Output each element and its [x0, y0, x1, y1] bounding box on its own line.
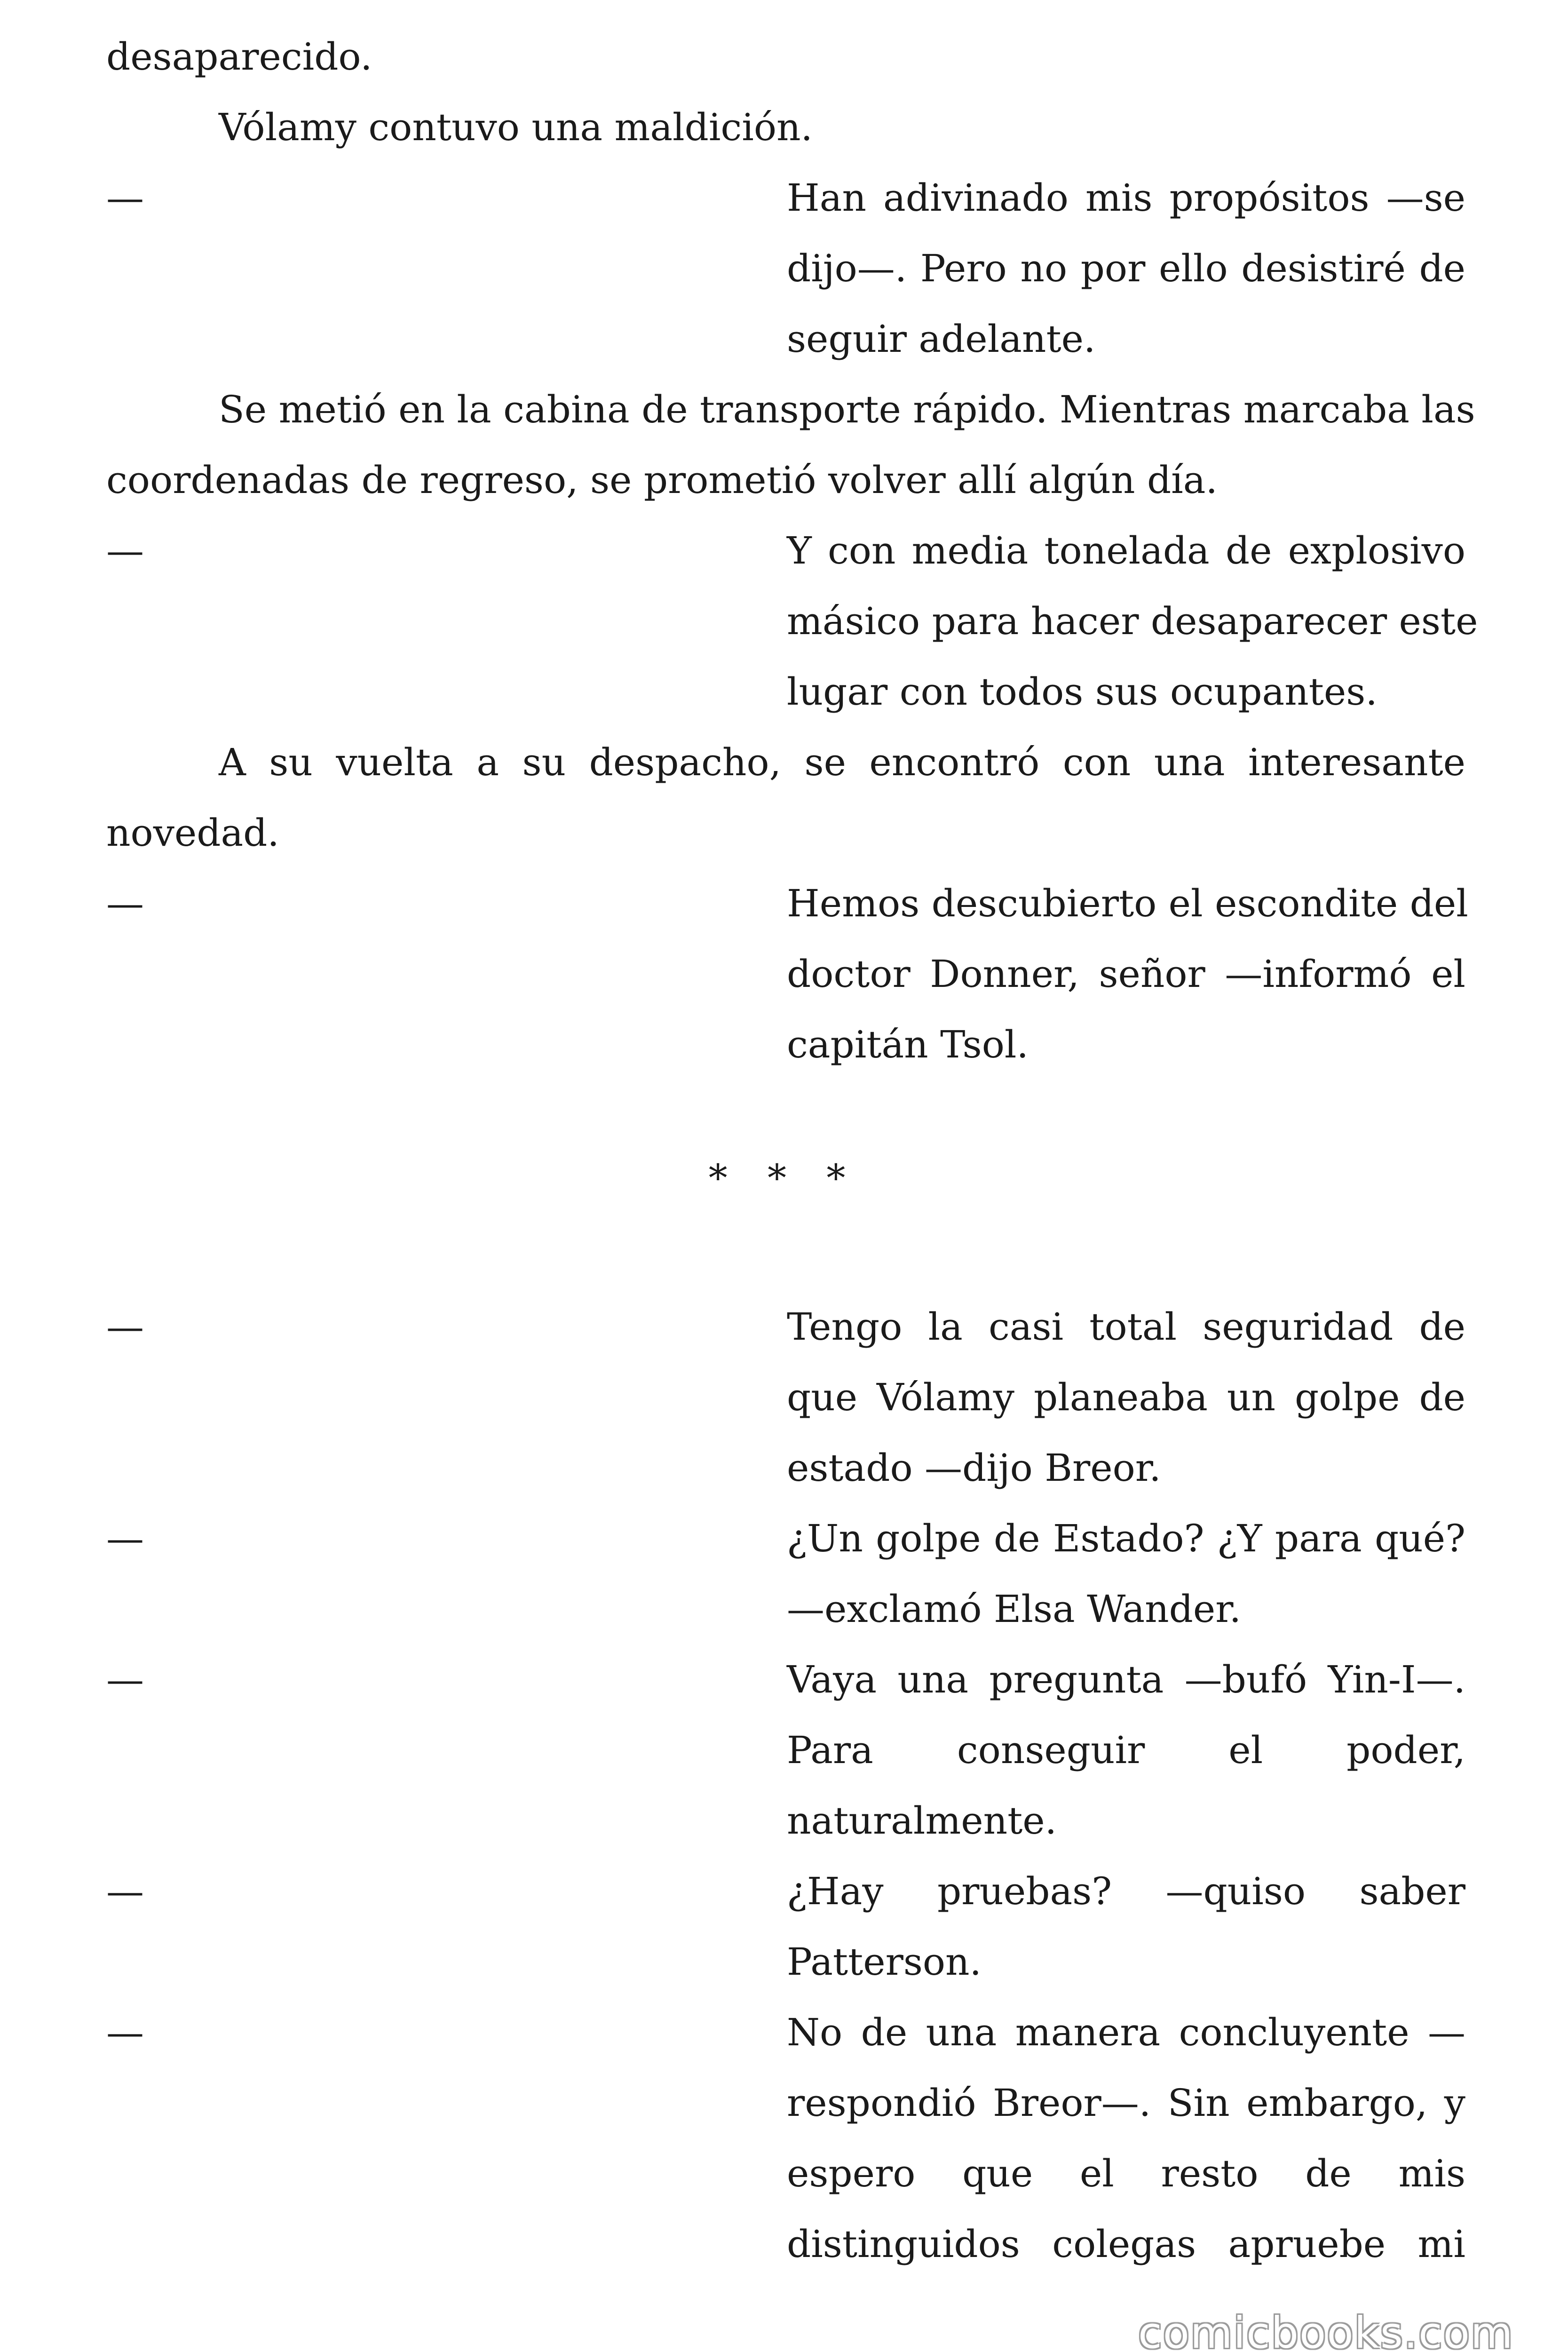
text-line: novedad.: [106, 811, 279, 855]
dialogue-line: Hemos descubierto el escondite del: [787, 882, 1468, 925]
dialogue-line: Han adivinado mis propósitos —se: [787, 176, 1465, 220]
dialogue-line: —exclamó Elsa Wander.: [787, 1587, 1242, 1631]
dialogue-dash: —: [106, 529, 144, 572]
dialogue-dash: —: [106, 2010, 144, 2054]
dialogue-dash: —: [106, 1517, 144, 1560]
scene-break: * * *: [708, 1156, 860, 1200]
dialogue-line: No de una manera concluyente —: [787, 2010, 1465, 2054]
dialogue-line: naturalmente.: [787, 1799, 1057, 1843]
dialogue-line: dijo—. Pero no por ello desistiré de: [787, 246, 1465, 290]
dialogue-line: capitán Tsol.: [787, 1023, 1029, 1066]
dialogue-line: Vaya una pregunta —bufó Yin-I—.: [787, 1658, 1465, 1701]
text-line: desaparecido.: [106, 35, 372, 79]
dialogue-dash: —: [106, 176, 144, 220]
dialogue-dash: —: [106, 1305, 144, 1349]
dialogue-dash: —: [106, 1658, 144, 1701]
dialogue-line: distinguidos colegas apruebe mi: [787, 2222, 1465, 2266]
dialogue-line: ¿Hay pruebas? —quiso saber: [787, 1869, 1465, 1913]
text-line: Se metió en la cabina de transporte rápido. Mientras marcaba las: [219, 388, 1475, 431]
watermark-logo: comicbooks.com: [1138, 2308, 1514, 2352]
dialogue-line: Y con media tonelada de explosivo: [787, 529, 1465, 572]
dialogue-line: lugar con todos sus ocupantes.: [787, 670, 1378, 714]
dialogue-dash: —: [106, 1869, 144, 1913]
dialogue-line: Patterson.: [787, 1940, 982, 1984]
dialogue-line: Para conseguir el poder,: [787, 1728, 1465, 1772]
dialogue-line: que Vólamy planeaba un golpe de: [787, 1375, 1465, 1419]
dialogue-line: másico para hacer desaparecer este: [787, 599, 1478, 643]
text-line: coordenadas de regreso, se prometió volver allí algún día.: [106, 458, 1218, 502]
dialogue-line: Tengo la casi total seguridad de: [787, 1305, 1465, 1349]
dialogue-line: seguir adelante.: [787, 317, 1096, 361]
text-line: Vólamy contuvo una maldición.: [219, 105, 813, 149]
dialogue-dash: —: [106, 882, 144, 925]
text-line: A su vuelta a su despacho, se encontró con una interesante: [219, 740, 1465, 784]
dialogue-line: doctor Donner, señor —informó el: [787, 952, 1465, 996]
dialogue-line: espero que el resto de mis: [787, 2152, 1465, 2195]
dialogue-line: respondió Breor—. Sin embargo, y: [787, 2081, 1465, 2125]
dialogue-line: estado —dijo Breor.: [787, 1446, 1161, 1490]
dialogue-line: ¿Un golpe de Estado? ¿Y para qué?: [787, 1517, 1465, 1560]
